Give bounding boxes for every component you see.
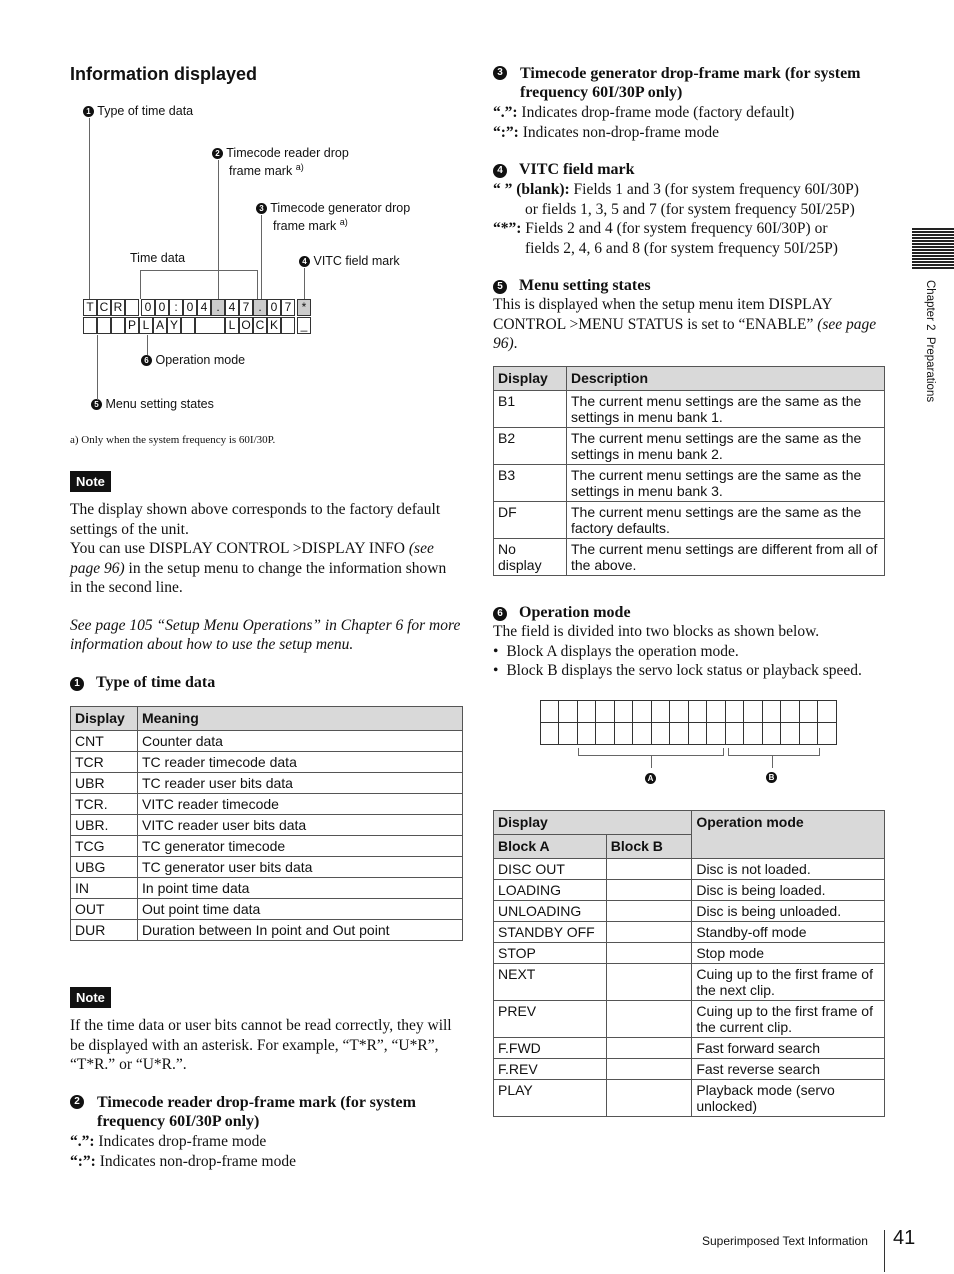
table-header-row: Display Operation mode	[494, 811, 885, 835]
leader-line	[261, 215, 262, 299]
leader-line	[89, 118, 90, 299]
table-row: F.FWD Fast forward search	[494, 1038, 885, 1059]
diagram-cell	[281, 317, 295, 334]
diagram-cell: T	[83, 299, 97, 316]
section-4-heading: 4 VITC field mark	[493, 160, 635, 179]
table-row: TCG TC generator timecode	[71, 836, 463, 857]
diagram-cell	[111, 317, 125, 334]
section-heading: Information displayed	[70, 64, 258, 84]
grid-divider	[706, 700, 707, 745]
number-4-icon: 4	[493, 164, 507, 178]
diagram-cell: 0	[267, 299, 281, 316]
diagram-cell: 0	[155, 299, 169, 316]
leader-line	[218, 160, 219, 299]
table-row: STANDBY OFF Standby-off mode	[494, 922, 885, 943]
diagram-cell: R	[111, 299, 125, 316]
table-row: F.REV Fast reverse search	[494, 1059, 885, 1080]
table-row: B1 The current menu settings are the same as the settings in menu bank 1.	[494, 391, 885, 428]
table-row: PLAY Playback mode (servo unlocked)	[494, 1080, 885, 1117]
block-b-icon: B	[766, 772, 777, 783]
diagram-cell: 4	[225, 299, 239, 316]
menu-states-table	[493, 366, 885, 576]
number-3-icon: 3	[256, 203, 267, 214]
diagram-cell: 0	[141, 299, 155, 316]
table-row: OUT Out point time data	[71, 899, 463, 920]
table-row: UBG TC generator user bits data	[71, 857, 463, 878]
grid-divider	[817, 700, 818, 745]
number-1-icon: 1	[70, 677, 84, 691]
leader-line	[147, 335, 148, 355]
diagram-label-1: 1 Type of time data	[83, 104, 193, 118]
grid-divider	[577, 700, 578, 745]
diagram-label-4: 4 VITC field mark	[299, 254, 400, 268]
note1-text: The display shown above corresponds to the factory default settings of the unit. You can use DISPLAY CONTROL >DISPLAY INFO (see page 96) in the setup menu to change the information shown in the second line. See page 105 “Setup Menu Operations” in Chapter 6 for more information about how to use the setup menu.	[70, 501, 461, 653]
leader-line	[257, 270, 258, 299]
diagram-cell: 7	[281, 299, 295, 316]
grid-divider	[688, 700, 689, 745]
grid-divider	[780, 700, 781, 745]
diagram-cell	[125, 299, 139, 316]
number-6-icon: 6	[493, 607, 507, 621]
grid-divider	[651, 700, 652, 745]
number-5-icon: 5	[493, 280, 507, 294]
table-header-row: Display Description	[494, 367, 885, 391]
page-number: 41	[893, 1227, 916, 1249]
table-row: TCR. VITC reader timecode	[71, 794, 463, 815]
diagram-cell	[97, 317, 111, 334]
diagram-cell	[195, 317, 225, 334]
section-3-body: “.”: Indicates drop-frame mode (factory default) “:”: Indicates non-drop-frame mode	[493, 104, 795, 141]
block-a-icon: A	[645, 773, 656, 784]
note-badge: Note	[70, 471, 111, 492]
footer-divider	[884, 1230, 885, 1272]
table-row: B2 The current menu settings are the same as the settings in menu bank 2.	[494, 428, 885, 465]
chapter-tab-label: Chapter 2 Preparations	[924, 280, 936, 403]
note2-text: If the time data or user bits cannot be read correctly, they will be displayed with an asterisk. For example, “T*R”, “U*R”, “T*R.” or “U*R.”.	[70, 1017, 452, 1073]
grid-divider	[725, 700, 726, 745]
section-5-body: This is displayed when the setup menu item DISPLAY CONTROL >MENU STATUS is set to “ENABLE” (see page 96).	[493, 296, 877, 352]
number-1-icon: 1	[83, 106, 94, 117]
diagram-cell: .	[211, 299, 225, 316]
grid-divider	[558, 700, 559, 745]
section-4-body: “ ” (blank): Fields 1 and 3 (for system frequency 60I/30P) or fields 1, 3, 5 and 7 (for system frequency 50I/25P) “*”: Fields 2 and 4 (for system frequency 60I/30P) or fields 2, 4, 6 and 8 (for system frequency 50I/25P)	[493, 181, 859, 257]
number-2-icon: 2	[70, 1095, 84, 1109]
diagram-cell: Y	[167, 317, 181, 334]
number-3-icon: 3	[493, 66, 507, 80]
table-row: No display The current menu settings are different from all of the above.	[494, 539, 885, 576]
section-5-heading: 5 Menu setting states	[493, 276, 651, 295]
grid-divider	[595, 700, 596, 745]
diagram-cell: C	[97, 299, 111, 316]
diagram-label-6: 6 Operation mode	[141, 353, 245, 367]
diagram-cell: 0	[183, 299, 197, 316]
table-row: CNT Counter data	[71, 731, 463, 752]
table-row: UBR. VITC reader user bits data	[71, 815, 463, 836]
grid-divider	[632, 700, 633, 745]
footer-section-title: Superimposed Text Information	[702, 1234, 868, 1248]
table-header-row: Display Meaning	[71, 707, 463, 731]
diagram-cell	[181, 317, 195, 334]
diagram-footnote: a) Only when the system frequency is 60I/30P.	[70, 434, 276, 446]
leader-line	[304, 268, 305, 299]
table-row: UBR TC reader user bits data	[71, 773, 463, 794]
diagram-cell: O	[239, 317, 253, 334]
chapter-tab-marker	[912, 228, 954, 270]
table-row: IN In point time data	[71, 878, 463, 899]
diagram-label-2: 2 Timecode reader drop frame mark $^{a)}$	[212, 146, 349, 178]
section-1-heading: 1 Type of time data	[70, 673, 215, 692]
diagram-cell: A	[153, 317, 167, 334]
diagram-cell	[83, 317, 97, 334]
diagram-label-5: 5 Menu setting states	[91, 397, 214, 411]
grid-divider	[743, 700, 744, 745]
block-b-bracket	[728, 748, 820, 756]
section-6-heading: 6 Operation mode	[493, 603, 631, 622]
diagram-label-time-data: Time data	[130, 251, 186, 265]
diagram-cell: 4	[197, 299, 211, 316]
number-4-icon: 4	[299, 256, 310, 267]
table-row: LOADING Disc is being loaded.	[494, 880, 885, 901]
note-badge: Note	[70, 987, 111, 1008]
diagram-cell: 7	[239, 299, 253, 316]
time-data-table	[70, 706, 463, 941]
diagram-cell: C	[253, 317, 267, 334]
leader-line	[140, 270, 141, 299]
section-3-heading: 3 Timecode generator drop-frame mark (for system frequency 60I/30P only)	[493, 64, 888, 102]
grid-divider	[799, 700, 800, 745]
diagram-cell: L	[225, 317, 239, 334]
table-row: DF The current menu settings are the same as the factory defaults.	[494, 502, 885, 539]
diagram-cell: :	[169, 299, 183, 316]
grid-divider	[669, 700, 670, 745]
section-2-heading: 2 Timecode reader drop-frame mark (for system frequency 60I/30P only)	[70, 1093, 462, 1131]
diagram-label-3: 3 Timecode generator drop frame mark $^{a)}$	[256, 201, 410, 233]
number-6-icon: 6	[141, 355, 152, 366]
diagram-cell: _	[297, 317, 311, 334]
table-row: UNLOADING Disc is being unloaded.	[494, 901, 885, 922]
diagram-cell: .	[253, 299, 267, 316]
diagram-cell: K	[267, 317, 281, 334]
table-row: DISC OUT Disc is not loaded.	[494, 859, 885, 880]
table-row: TCR TC reader timecode data	[71, 752, 463, 773]
leader-line	[97, 335, 98, 400]
table-row: B3 The current menu settings are the same as the settings in menu bank 3.	[494, 465, 885, 502]
diagram-cell: P	[125, 317, 139, 334]
leader-line	[772, 755, 773, 768]
number-2-icon: 2	[212, 148, 223, 159]
table-row: STOP Stop mode	[494, 943, 885, 964]
section-2-body: “.”: Indicates drop-frame mode “:”: Indicates non-drop-frame mode	[70, 1133, 296, 1170]
operation-mode-table	[493, 810, 885, 1117]
leader-line	[651, 755, 652, 768]
table-row: NEXT Cuing up to the first frame of the next clip.	[494, 964, 885, 1001]
number-5-icon: 5	[91, 399, 102, 410]
leader-line	[140, 270, 258, 271]
table-header-row: Block A Block B	[494, 835, 885, 859]
table-row: PREV Cuing up to the first frame of the current clip.	[494, 1001, 885, 1038]
diagram-cell: *	[297, 299, 311, 316]
grid-divider	[614, 700, 615, 745]
table-row: DUR Duration between In point and Out point	[71, 920, 463, 941]
grid-divider	[762, 700, 763, 745]
diagram-cell: L	[139, 317, 153, 334]
section-6-body: The field is divided into two blocks as shown below. • Block A displays the operation mode. • Block B displays the servo lock status or playback speed.	[493, 623, 862, 679]
